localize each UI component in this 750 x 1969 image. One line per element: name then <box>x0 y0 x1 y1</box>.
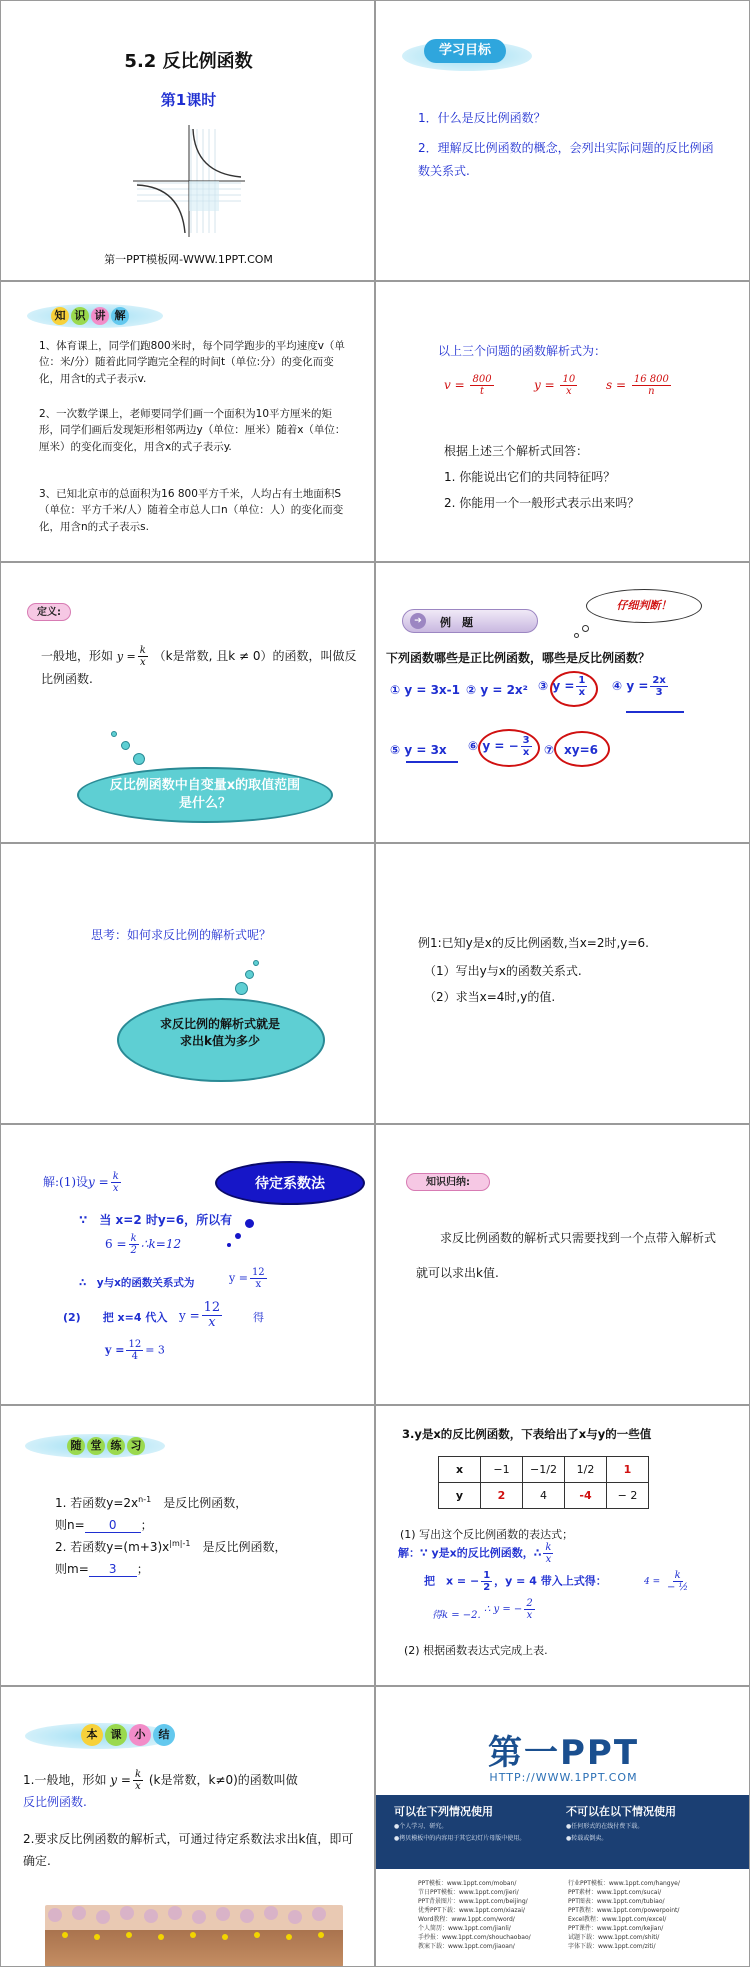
table-cell: 4 <box>523 1483 565 1509</box>
solution-line-5: y = $\frac{12}{4}$ = 3 <box>105 1339 165 1362</box>
formula-s: s = $\frac{16 800}{n}$ <box>606 374 669 397</box>
example-part-1: （1）写出y与x的函数关系式. <box>424 964 582 978</box>
badge-char: 习 <box>127 1437 145 1455</box>
cloud-tail-dot <box>133 753 145 765</box>
problem-1: 1、体育课上，同学们跑800米时，每个同学跑步的平均速度v（单位：米/分）随着此同学跑完全程的时间t（单位:分）的变化而变化，用含t的式子表示v. <box>39 340 345 385</box>
hint-bubble-text: 仔细判断！ <box>616 599 672 612</box>
badge-char: 知 <box>51 307 69 325</box>
summary-point-2: 2.要求反比例函数的解析式，可通过待定系数法求出k值，即可确定. <box>23 1832 354 1868</box>
table-cell: − 2 <box>607 1483 649 1509</box>
link-item[interactable]: 手抄报：www.1ppt.com/shouchaobao/ <box>418 1934 531 1941</box>
solution-b: 把 x = − $\frac{1}{2}$ ，y = 4 带入上式得： <box>424 1570 607 1593</box>
flower-icons <box>45 1905 343 1967</box>
bubble-tail-dot <box>574 633 579 638</box>
slide-6 <box>375 562 750 843</box>
section-badge <box>67 1434 147 1455</box>
cloud-text: 反比例函数中自变量x的取值范围是什么？ <box>109 778 301 811</box>
goal-2: 2．理解反比例函数的概念，会列出实际问题的反比例函数关系式. <box>418 141 714 178</box>
badge-char: 识 <box>71 307 89 325</box>
question-1: 1. 你能说出它们的共同特征吗？ <box>444 470 616 484</box>
usage-forbidden-1: ●任何形式的在线付费下载。 <box>566 1823 644 1830</box>
slide-3 <box>0 281 375 562</box>
slide-9 <box>0 1124 375 1405</box>
badge-char: 结 <box>153 1724 175 1746</box>
link-item[interactable]: PPT背景图片：www.1ppt.com/beijing/ <box>418 1898 528 1905</box>
solution-line-4: (2) 把 x=4 代入 <box>63 1311 168 1324</box>
badge-char: 随 <box>67 1437 85 1455</box>
item-3: ③ y = $\frac{1}{x}$ <box>538 675 586 698</box>
slide-footer: 第一PPT模板网-WWW.1PPT.COM <box>104 253 273 266</box>
link-item[interactable]: PPT模板：www.1ppt.com/moban/ <box>418 1880 517 1887</box>
link-item[interactable]: 行业PPT模板：www.1ppt.com/hangye/ <box>568 1880 680 1887</box>
example-statement: 例1:已知y是x的反比例函数,当x=2时,y=6. <box>418 936 649 950</box>
definition-text: 一般地，形如 y = $\frac{k}{x}$ （k是常数, 且k ≠ 0）的函数，叫做反比例函数. <box>41 645 357 686</box>
badge-char: 课 <box>105 1724 127 1746</box>
definition-badge: 定义: <box>27 603 71 621</box>
goal-1: 1．什么是反比例函数？ <box>418 111 546 125</box>
item-4: ④ y = $\frac{2x}{3}$ <box>612 675 666 698</box>
link-item[interactable]: 教案下载：www.1ppt.com/jiaoan/ <box>418 1943 515 1950</box>
cloud-tail-dot <box>227 1243 231 1247</box>
link-item[interactable]: 试题下载：www.1ppt.com/shiti/ <box>568 1934 660 1941</box>
table-row <box>439 1457 649 1483</box>
item-1: ① y = 3x-1 <box>390 683 460 697</box>
formula-v: v = $\frac{800}{t}$ <box>444 374 492 397</box>
answer-circle <box>478 729 540 767</box>
value-table <box>438 1456 649 1509</box>
solution-line-3: ∴ y与x的函数关系式为 <box>79 1277 195 1289</box>
cloud-tail-dot <box>111 731 117 737</box>
table-cell: −1/2 <box>523 1457 565 1483</box>
solution-line-4-end: 得 <box>253 1311 264 1324</box>
solution-d: ∴ y = − $\frac{2}{x}$ <box>484 1598 533 1621</box>
table-cell: 1 <box>607 1457 649 1483</box>
table-cell: -4 <box>565 1483 607 1509</box>
solution-line-3-formula: y = $\frac{12}{x}$ <box>229 1267 265 1290</box>
method-cloud-text: 待定系数法 <box>255 1176 325 1192</box>
solution-line-1: ∵ 当 x=2 时y=6，所以有 <box>79 1213 233 1227</box>
usage-allowed-2: ●拷贝模板中的内容用于其它幻灯片母版中使用。 <box>394 1835 526 1842</box>
slide-8 <box>375 843 750 1124</box>
answer-underline <box>406 761 458 763</box>
table-cell: 1/2 <box>565 1457 607 1483</box>
solution-a: 解：∵ y是x的反比例函数，∴ $\frac{k}{x}$ <box>398 1542 552 1565</box>
table-cell: 2 <box>481 1483 523 1509</box>
usage-forbidden-2: ●转载或倒卖。 <box>566 1835 608 1842</box>
slide-2 <box>375 0 750 281</box>
exercise-1-answer: 则n= 0 ； <box>55 1518 153 1532</box>
cloud-text: 求反比例的解析式就是求出k值为多少 <box>159 1017 280 1048</box>
badge-char: 堂 <box>87 1437 105 1455</box>
slide-10 <box>375 1124 750 1405</box>
item-6: ⑥ y = − $\frac{3}{x}$ <box>468 735 530 758</box>
summary-text: 求反比例函数的解析式只需要找到一个点带入解析式就可以求出k值. <box>416 1231 717 1280</box>
example-badge: 例 题 <box>440 616 473 629</box>
slide-5 <box>0 562 375 843</box>
table-cell: y <box>439 1483 481 1509</box>
brand-url: HTTP://WWW.1PPT.COM <box>489 1771 638 1784</box>
question-text: 下列函数哪些是正比例函数，哪些是反比例函数？ <box>386 651 651 665</box>
formula-y: y = $\frac{10}{x}$ <box>534 374 576 397</box>
solution-c: 得k = −2. <box>432 1610 481 1621</box>
subquestion-1: (1) 写出这个反比例函数的表达式； <box>400 1528 574 1541</box>
flower-decoration <box>45 1905 343 1967</box>
solution-b-eq: 4 = $\frac{k}{\text{− ½}}$ <box>644 1570 689 1593</box>
problem-title: 3.y是x的反比例函数，下表给出了x与y的一些值 <box>402 1427 652 1441</box>
item-7-index: ⑦ <box>544 743 555 757</box>
slide-11 <box>0 1405 375 1686</box>
solution-line-2: 6 = $\frac{k}{2}$ ∴k=12 <box>105 1233 182 1256</box>
links-right <box>568 1879 728 1951</box>
item-7: xy=6 <box>564 743 598 757</box>
section-badge: 学习目标 <box>424 39 506 63</box>
cloud-tail-dot <box>235 982 248 995</box>
slide-subtitle: 第1课时 <box>160 91 217 109</box>
example-part-2: （2）求当x=4时,y的值. <box>424 990 556 1004</box>
exercise-2: 2. 若函数$y=(m+3)x^{|m|-1}$ 是反比例函数， <box>55 1539 287 1554</box>
summary-badge: 知识归纳: <box>406 1173 490 1191</box>
slide-1 <box>0 0 375 281</box>
link-item[interactable]: Excel教程：www.1ppt.com/excel/ <box>568 1916 667 1923</box>
cloud-tail-dot <box>245 1219 254 1228</box>
slide-4 <box>375 281 750 562</box>
table-cell: −1 <box>481 1457 523 1483</box>
badge-icon: ➔ <box>410 613 426 629</box>
slide-7 <box>0 843 375 1124</box>
summary-point-1: 1.一般地，形如 y = $\frac{k}{x}$ (k是常数，k≠0)的函数叫做 反比例函数. <box>23 1769 298 1809</box>
table-row <box>439 1483 649 1509</box>
link-item[interactable]: PPT素材：www.1ppt.com/sucai/ <box>568 1889 662 1896</box>
table-cell: x <box>439 1457 481 1483</box>
link-item[interactable]: 节日PPT模板：www.1ppt.com/jieri/ <box>418 1889 519 1896</box>
link-item[interactable]: PPT教程：www.1ppt.com/powerpoint/ <box>568 1907 680 1914</box>
badge-char: 小 <box>129 1724 151 1746</box>
link-item[interactable]: 优秀PPT下载：www.1ppt.com/xiazai/ <box>418 1907 525 1914</box>
badge-char: 讲 <box>91 307 109 325</box>
slide-13 <box>0 1686 375 1967</box>
slide-title: 5.2 反比例函数 <box>124 51 253 72</box>
badge-char: 本 <box>81 1724 103 1746</box>
link-item[interactable]: PPT图表：www.1ppt.com/tubiao/ <box>568 1898 665 1905</box>
problem-3: 3、已知北京市的总面积为16 800平方千米，人均占有土地面积S（单位：平方千米/人）随着全市总人口n（单位：人）的变化而变化，用含n的式子表示s. <box>39 488 344 533</box>
link-item[interactable]: 个人简历：www.1ppt.com/jianli/ <box>418 1925 511 1932</box>
usage-forbidden-title: 不可以在以下情况使用 <box>566 1805 676 1818</box>
brand-logo: 第一PPT <box>487 1733 640 1773</box>
links-left <box>418 1879 568 1951</box>
solution-line-4-formula: y = $\frac{12}{x}$ <box>179 1300 221 1331</box>
think-text: 思考：如何求反比例的解析式呢？ <box>91 928 272 942</box>
slide-12 <box>375 1405 750 1686</box>
usage-allowed-title: 可以在下列情况使用 <box>394 1805 493 1818</box>
question-2: 2. 你能用一个一般形式表示出来吗？ <box>444 496 640 510</box>
question-intro: 根据上述三个解析式回答： <box>444 444 589 458</box>
solution-setup: 解:(1)设y = $\frac{k}{x}$ <box>43 1171 119 1194</box>
slide-14 <box>375 1686 750 1967</box>
answer-underline <box>626 711 684 713</box>
hyperbola-graph <box>129 121 249 241</box>
cloud-tail-dot <box>253 960 259 966</box>
answer-circle <box>550 671 598 707</box>
section-badge <box>81 1723 177 1746</box>
item-5: ⑤ y = 3x <box>390 743 447 757</box>
section-badge <box>51 304 131 325</box>
cloud-tail-dot <box>235 1233 241 1239</box>
item-2: ② y = 2x² <box>466 683 528 697</box>
bubble-tail-dot <box>582 625 589 632</box>
subquestion-2: (2) 根据函数表达式完成上表. <box>404 1644 548 1657</box>
exercise-1: 1. 若函数$y=2x^{n-1}$ 是反比例函数， <box>55 1495 248 1510</box>
link-item[interactable]: Word教程：www.1ppt.com/word/ <box>418 1916 515 1923</box>
problem-2: 2、一次数学课上，老师要同学们画一个面积为10平方厘米的矩形，同学们画后发现矩形相邻两边y（单位：厘米）随着x（单位：厘米）的变化而变化，用含x的式子表示y. <box>39 408 346 453</box>
badge-char: 练 <box>107 1437 125 1455</box>
intro-text: 以上三个问题的函数解析式为： <box>438 344 607 358</box>
link-item[interactable]: PPT课件：www.1ppt.com/kejian/ <box>568 1925 664 1932</box>
exercise-2-answer: 则m= 3 ； <box>55 1562 149 1576</box>
usage-allowed-1: ●个人学习、研究。 <box>394 1823 448 1830</box>
link-item[interactable]: 字体下载：www.1ppt.com/ziti/ <box>568 1943 656 1950</box>
cloud-tail-dot <box>121 741 130 750</box>
badge-char: 解 <box>111 307 129 325</box>
cloud-tail-dot <box>245 970 254 979</box>
answer-circle <box>554 731 610 767</box>
